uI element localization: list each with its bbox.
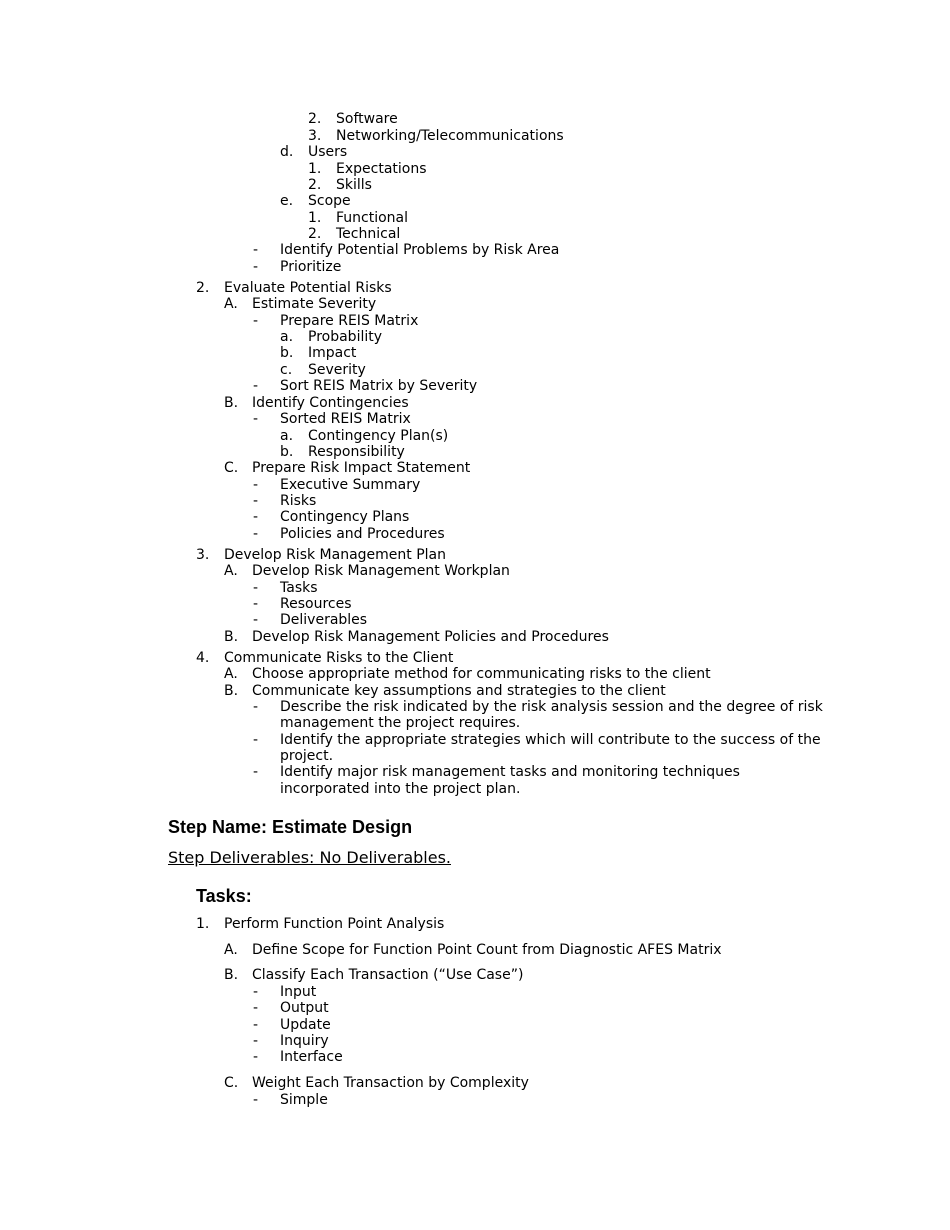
- list-text: Inquiry: [280, 1033, 329, 1049]
- list-text: Prepare Risk Impact Statement: [252, 460, 471, 476]
- list-text: Users: [308, 144, 348, 160]
- list-marker: -: [253, 984, 259, 1000]
- list-text: Expectations: [336, 161, 427, 177]
- list-text: Responsibility: [308, 444, 405, 460]
- list-marker: -: [253, 1049, 259, 1065]
- list-text: Perform Function Point Analysis: [224, 916, 445, 932]
- list-text: Impact: [308, 345, 357, 361]
- list-marker: -: [253, 1033, 259, 1049]
- list-marker: A.: [224, 666, 238, 682]
- list-text: Contingency Plans: [280, 509, 410, 525]
- list-text: Functional: [336, 210, 409, 226]
- list-text: Identify the appropriate strategies which will contribute to the success of the: [280, 732, 821, 748]
- list-text: Software: [336, 111, 398, 127]
- list-marker: -: [253, 526, 259, 542]
- list-marker: -: [253, 493, 259, 509]
- list-text: Choose appropriate method for communicating risks to the client: [252, 666, 711, 682]
- list-text: Scope: [308, 193, 351, 209]
- list-text: Skills: [336, 177, 372, 193]
- list-marker: A.: [224, 563, 238, 579]
- list-text: Weight Each Transaction by Complexity: [252, 1075, 529, 1091]
- list-text: Probability: [308, 329, 383, 345]
- list-marker: 2.: [308, 177, 322, 193]
- list-marker: c.: [280, 362, 293, 378]
- list-text: Develop Risk Management Policies and Procedures: [252, 629, 609, 645]
- list-text: Technical: [336, 226, 401, 242]
- list-marker: -: [253, 242, 259, 258]
- list-marker: -: [253, 612, 259, 628]
- list-text: Update: [280, 1017, 331, 1033]
- list-marker: B.: [224, 629, 239, 645]
- list-marker: -: [253, 580, 259, 596]
- list-marker: C.: [224, 460, 239, 476]
- list-text: Develop Risk Management Plan: [224, 547, 447, 563]
- list-text: Prioritize: [280, 259, 342, 275]
- list-text: Identify Potential Problems by Risk Area: [280, 242, 560, 258]
- list-marker: 1.: [196, 916, 210, 932]
- list-text: Define Scope for Function Point Count from Diagnostic AFES Matrix: [252, 942, 722, 958]
- list-text: Output: [280, 1000, 329, 1016]
- list-marker: -: [253, 477, 259, 493]
- list-marker: C.: [224, 1075, 239, 1091]
- list-marker: -: [253, 1017, 259, 1033]
- list-text: Prepare REIS Matrix: [280, 313, 419, 329]
- list-marker: -: [253, 699, 259, 715]
- list-marker: e.: [280, 193, 294, 209]
- tasks-heading: Tasks:: [196, 886, 252, 906]
- list-marker: d.: [280, 144, 294, 160]
- list-marker: -: [253, 378, 259, 394]
- list-text: Severity: [308, 362, 366, 378]
- list-text: Communicate key assumptions and strategies to the client: [252, 683, 666, 699]
- list-marker: 2.: [196, 280, 210, 296]
- list-text: Input: [280, 984, 317, 1000]
- list-text: Simple: [280, 1092, 328, 1108]
- list-text: Communicate Risks to the Client: [224, 650, 454, 666]
- list-marker: 3.: [196, 547, 210, 563]
- list-marker: -: [253, 764, 259, 780]
- list-marker: a.: [280, 428, 294, 444]
- list-marker: b.: [280, 345, 294, 361]
- list-text: Deliverables: [280, 612, 368, 628]
- list-text: Contingency Plan(s): [308, 428, 449, 444]
- list-marker: b.: [280, 444, 294, 460]
- list-marker: A.: [224, 296, 238, 312]
- list-marker: -: [253, 411, 259, 427]
- list-text: Risks: [280, 493, 317, 509]
- list-text: Identify Contingencies: [252, 395, 409, 411]
- list-text: Sorted REIS Matrix: [280, 411, 411, 427]
- list-marker: 2.: [308, 226, 322, 242]
- step-name-heading: Step Name: Estimate Design: [168, 817, 413, 837]
- list-marker: B.: [224, 395, 239, 411]
- list-text: project.: [280, 748, 334, 764]
- list-text: Describe the risk indicated by the risk analysis session and the degree of risk: [280, 699, 823, 715]
- list-marker: -: [253, 509, 259, 525]
- list-text: management the project requires.: [280, 715, 521, 731]
- list-text: Executive Summary: [280, 477, 421, 493]
- list-text: Sort REIS Matrix by Severity: [280, 378, 478, 394]
- list-marker: B.: [224, 967, 239, 983]
- list-text: Interface: [280, 1049, 343, 1065]
- list-text: Evaluate Potential Risks: [224, 280, 392, 296]
- list-text: Resources: [280, 596, 352, 612]
- list-marker: 3.: [308, 128, 322, 144]
- list-text: incorporated into the project plan.: [280, 781, 521, 797]
- list-marker: -: [253, 313, 259, 329]
- list-marker: -: [253, 1000, 259, 1016]
- list-marker: B.: [224, 683, 239, 699]
- list-marker: a.: [280, 329, 294, 345]
- step-deliverables: Step Deliverables: No Deliverables.: [168, 848, 451, 867]
- list-text: Classify Each Transaction (“Use Case”): [252, 967, 524, 983]
- list-marker: -: [253, 1092, 259, 1108]
- list-marker: 1.: [308, 161, 322, 177]
- list-marker: A.: [224, 942, 238, 958]
- list-text: Policies and Procedures: [280, 526, 445, 542]
- list-text: Develop Risk Management Workplan: [252, 563, 510, 579]
- list-marker: -: [253, 596, 259, 612]
- list-text: Tasks: [280, 580, 318, 596]
- list-marker: 4.: [196, 650, 210, 666]
- list-marker: -: [253, 259, 259, 275]
- list-text: Estimate Severity: [252, 296, 377, 312]
- list-marker: 1.: [308, 210, 322, 226]
- list-marker: -: [253, 732, 259, 748]
- list-text: Networking/Telecommunications: [336, 128, 564, 144]
- list-marker: 2.: [308, 111, 322, 127]
- list-text: Identify major risk management tasks and monitoring techniques: [280, 764, 740, 780]
